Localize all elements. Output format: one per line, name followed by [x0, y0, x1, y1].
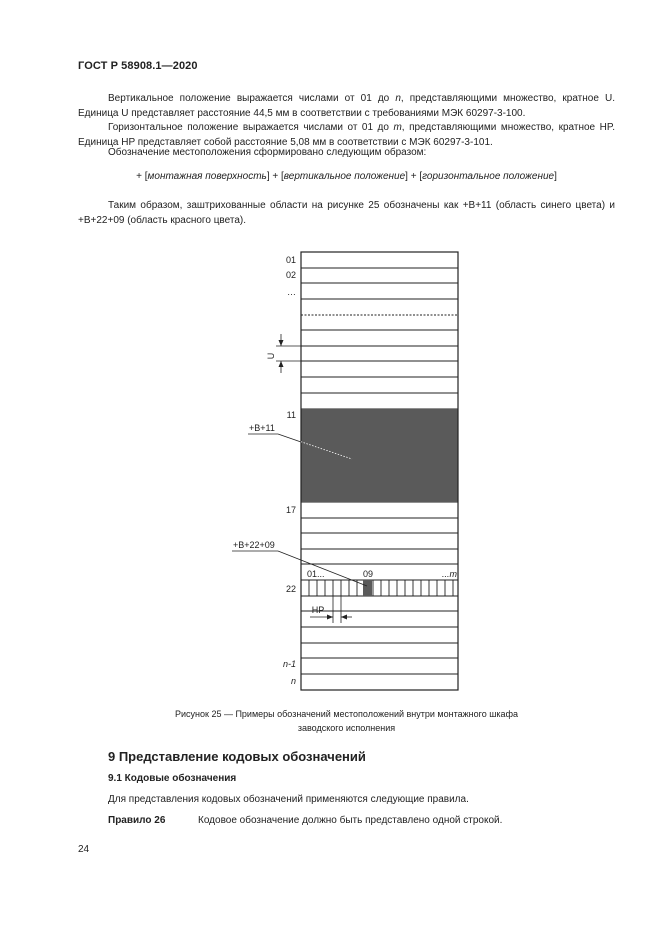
unit-hp-label: HP	[311, 605, 325, 615]
figure-caption-line-2: заводского исполнения	[297, 723, 396, 733]
col-label-end: ...m	[442, 569, 457, 579]
subsection-heading: 9.1 Кодовые обозначения	[108, 773, 237, 784]
unit-u-dimension	[276, 334, 301, 373]
paragraph-shaded-areas: Таким образом, заштрихованные области на рисунке 25 обозначены как +В+11 (область синего цвета) и +В+22+09 (область красного цвета).	[78, 200, 615, 226]
figure-caption	[78, 707, 615, 735]
page-number: 24	[78, 844, 90, 855]
paragraph-vertical-position: Вертикальное положение выражается числами от 01 до n, представляющими множество, кратное U. Единица U представляет расстояние 44,5 мм в соответствии с требованиями МЭК 60297-3-100.	[78, 93, 615, 119]
rule-text: Кодовое обозначение должно быть представлено одной строкой.	[198, 815, 503, 826]
col-label-09: 09	[362, 569, 374, 579]
section-heading: 9 Представление кодовых обозначений	[108, 749, 366, 764]
callout-b11-label: +В+11	[249, 423, 275, 433]
rule-label: Правило 26	[108, 815, 166, 826]
row-label-n: n	[290, 676, 296, 686]
callout-b22-label: +В+22+09	[233, 540, 275, 550]
paragraph-designation-intro: Обозначение местоположения сформировано следующим образом:	[108, 147, 427, 158]
row-label-02: 02	[285, 270, 296, 280]
designation-formula: + [монтажная поверхность] + [вертикальное положение] + [горизонтальное положение]	[136, 171, 557, 182]
row-label-11: 11	[286, 410, 296, 420]
row-label-01: 01	[285, 255, 296, 265]
rule-26	[108, 815, 502, 826]
document-header: ГОСТ Р 58908.1—2020	[78, 60, 198, 72]
row-label-dots: …	[287, 287, 296, 297]
shaded-cell-b22-09	[363, 580, 372, 596]
row-label-n-minus-1: n-1	[282, 659, 296, 669]
horizontal-cells	[309, 580, 453, 596]
section-intro: Для представления кодовых обозначений применяются следующие правила.	[108, 794, 469, 805]
paragraph-horizontal-position: Горизонтальное положение выражается числами от 01 до m, представляющими множество, кратное HP. Единица HP представляет собой расстояние 5,08 мм в соответствии с МЭК 60297-3-101.	[78, 122, 615, 148]
shaded-area-b11	[301, 409, 458, 502]
row-label-17: 17	[285, 505, 296, 515]
row-label-22: 22	[285, 584, 296, 594]
figure-caption-line-1: Рисунок 25 — Примеры обозначений местоположений внутри монтажного шкафа	[175, 709, 518, 719]
unit-u-label: U	[266, 352, 276, 360]
col-label-start: 01...	[307, 569, 325, 579]
